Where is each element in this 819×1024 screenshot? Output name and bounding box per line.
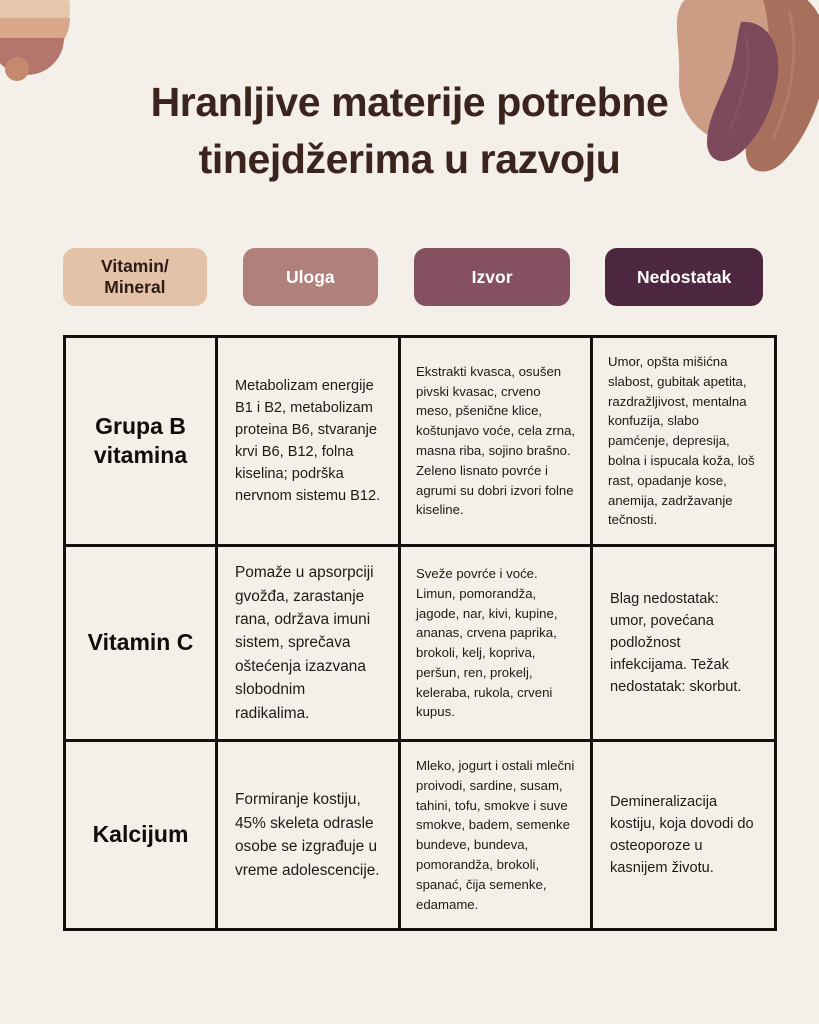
page-title-line-2: tinejdžerima u razvoju — [198, 135, 621, 182]
cell-uloga: Pomaže u apsorpciji gvožđa, zarastanje rana, održava imuni sistem, sprečava oštećenja izazvana slobodnim radikalima. — [217, 546, 400, 741]
chip-vitamin-mineral-line-2: Mineral — [104, 277, 166, 297]
cell-izvor: Ekstrakti kvasca, osušen pivski kvasac, crveno meso, pšenične klice, koštunjavo voće, cela zrna, masna riba, sojino brašno. Zeleno lisnato povrće i agrumi su dobri izvori folne kiseline. — [400, 337, 592, 546]
half-disc-shape-rose-icon — [0, 38, 64, 75]
cell-nedostatak: Blag nedostatak: umor, povećana podložnost infekcijama. Težak nedostatak: skorbut. — [592, 546, 776, 741]
cell-uloga: Metabolizam energije B1 i B2, metabolizam proteina B6, stvaranje krvi B6, B12, folna kiselina; podrška nervnom sistemu B12. — [217, 337, 400, 546]
table-row — [65, 741, 776, 930]
cell-nutrient-name: Kalcijum — [65, 741, 217, 930]
cell-izvor: Mleko, jogurt i ostali mlečni proivodi, sardine, susam, tahini, tofu, smokve i suve smokve, badem, semenke bundeve, bundeva, pomorandža, brokoli, spanać, čija semenke, edamame. — [400, 741, 592, 930]
cell-izvor: Sveže povrće i voće. Limun, pomorandža, jagode, nar, kivi, kupine, ananas, crvena paprika, brokoli, kelj, kopriva, peršun, ren, prokelj, keleraba, rukola, crveni kupus. — [400, 546, 592, 741]
cell-nedostatak: Umor, opšta mišićna slabost, gubitak apetita, razdražljivost, mentalna konfuzija, slabo pamćenje, depresija, bolna i ispucala koža, loš rast, opadanje kose, anemija, zadržavanje tečnosti. — [592, 337, 776, 546]
page-title-line-1: Hranljive materije potrebne — [150, 79, 669, 125]
nutrient-table — [63, 335, 777, 931]
column-header-chips — [63, 248, 763, 306]
cell-nutrient-name-line-2: vitamina — [93, 442, 188, 469]
chip-vitamin-mineral-line-1: Vitamin/ — [101, 256, 169, 276]
page-title — [0, 74, 819, 187]
nutrient-table-container — [63, 335, 774, 931]
cell-nedostatak: Demineralizacija kostiju, koja dovodi do osteoporoze u kasnijem životu. — [592, 741, 776, 930]
half-disc-shape-tan-icon — [0, 18, 70, 60]
cell-uloga: Formiranje kostiju, 45% skeleta odrasle osobe se izgrađuje u vreme adolescencije. — [217, 741, 400, 930]
cell-nutrient-name — [65, 337, 217, 546]
chip-vitamin-mineral — [63, 248, 207, 306]
chip-uloga: Uloga — [243, 248, 378, 306]
circle-shape-tan-icon — [0, 0, 70, 52]
chip-izvor: Izvor — [414, 248, 571, 306]
cell-nutrient-name-line-1: Grupa B — [95, 412, 186, 439]
chip-nedostatak: Nedostatak — [605, 248, 763, 306]
table-row — [65, 546, 776, 741]
table-row — [65, 337, 776, 546]
cell-nutrient-name: Vitamin C — [65, 546, 217, 741]
